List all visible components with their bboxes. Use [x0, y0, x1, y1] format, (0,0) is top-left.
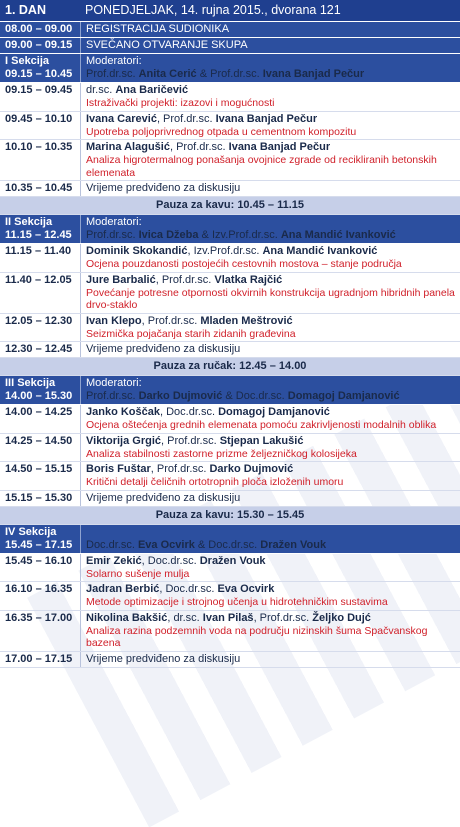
section-header-row [0, 54, 460, 83]
session-title: SVEČANO OTVARANJE SKUPA [80, 38, 460, 53]
section-time-cell [0, 525, 80, 553]
talk-row [0, 582, 460, 611]
plenary-row [0, 38, 460, 54]
section-name: I Sekcija [5, 55, 50, 67]
section-time-cell [0, 215, 80, 243]
talk-time: 15.45 – 16.10 [5, 554, 73, 567]
name-part: Prof.dr.sc. [86, 390, 139, 402]
talk-title: Ocjena oštećenja grednih elemenata pomoću zakrivljenosti modalnih oblika [86, 419, 437, 431]
talk-authors [86, 492, 456, 505]
talk-authors [86, 406, 456, 419]
talk-title: Metode optimizacije i strojnog učenja u hidrotehničkim sustavima [86, 596, 388, 608]
author-part: Mladen Meštrović [200, 314, 293, 327]
talk-content [80, 314, 460, 342]
moderator-names [86, 68, 456, 81]
section-header-row [0, 525, 460, 554]
author-part: Ana Baričević [115, 84, 189, 96]
pause-text: Pauza za kavu: 10.45 – 11.15 [156, 199, 304, 211]
name-part: Ivana Banjad Pečur [262, 68, 365, 80]
author-part: Viktorija Grgić [86, 434, 161, 447]
name-part: Dražen Vouk [260, 538, 327, 551]
name-part: Ana Mandić Ivanković [280, 229, 396, 241]
talk-authors [86, 141, 456, 154]
name-part: Darko Dujmović [138, 390, 223, 402]
talk-title: Analiza stabilnosti zastorne prizme željezničkog kolosijeka [86, 447, 357, 460]
talk-row [0, 140, 460, 181]
author-part: Jadran Berbić [86, 583, 160, 595]
talk-authors [86, 435, 456, 448]
section-name: II Sekcija [5, 216, 53, 228]
talk-row [0, 491, 460, 507]
author-part: dr.sc. [86, 84, 116, 96]
author-part: , Prof.dr.sc. [169, 141, 229, 153]
plenary-row [0, 22, 460, 38]
author-part: , Prof.dr.sc. [155, 273, 215, 286]
name-part: Prof.dr.sc. [86, 68, 139, 80]
talk-content [80, 273, 460, 313]
talk-title: Upotreba poljoprivrednog otpada u cementnom kompozitu [86, 125, 357, 138]
author-part: Ivana Banjad Pečur [228, 141, 331, 153]
author-part: Domagoj Damjanović [218, 406, 330, 418]
talk-row [0, 273, 460, 314]
talk-time: 11.40 – 12.05 [5, 273, 72, 286]
author-part: Ivan Klepo [86, 314, 142, 327]
talk-content [80, 405, 460, 433]
author-part: Vrijeme predviđeno za diskusiju [86, 182, 241, 194]
talk-title: Kritični detalji čeličnih ortotropnih ploča izloženih umoru [86, 476, 344, 488]
talk-title: Analiza higrotermalnog ponašanja ovojnice zgrade od recikliranih betonskih elemenata [86, 154, 437, 179]
section-moderators [80, 376, 460, 404]
author-part: Ivan Pilaš [202, 611, 254, 624]
talk-content [80, 434, 460, 462]
author-part: Eva Ocvirk [217, 583, 275, 595]
author-part: , Prof.dr.sc. [141, 314, 201, 327]
talk-content [80, 140, 460, 180]
moderator-names [86, 229, 456, 242]
talk-title: Analiza razina podzemnih voda na području nizinskih šuma Spačvanskog bazena [86, 624, 428, 649]
talk-authors [86, 583, 456, 596]
talk-row [0, 652, 460, 668]
name-part: & Doc.dr.sc. [222, 390, 288, 402]
section-moderators [80, 525, 460, 553]
author-part: Nikolina Bakšić [86, 611, 168, 624]
section-time: 11.15 – 12.45 [5, 229, 72, 241]
talk-time: 16.10 – 16.35 [5, 583, 73, 595]
talk-time: 15.15 – 15.30 [5, 491, 73, 504]
talk-authors [86, 84, 456, 97]
author-part: Vrijeme predviđeno za diskusiju [86, 343, 241, 355]
name-part: Anita Cerić [138, 68, 197, 80]
talk-content [80, 611, 460, 651]
day-number: 1. DAN [5, 3, 46, 17]
talk-time: 11.15 – 11.40 [5, 245, 72, 257]
talk-row [0, 314, 460, 343]
session-time: 08.00 – 09.00 [5, 23, 73, 35]
talk-title: Solarno sušenje mulja [86, 567, 190, 580]
talk-row [0, 83, 460, 112]
name-part: Domagoj Damjanović [287, 390, 400, 402]
talk-authors [86, 343, 456, 356]
talk-time: 10.35 – 10.45 [5, 182, 73, 194]
author-part: , Doc.dr.sc. [141, 554, 200, 567]
talk-content [80, 652, 460, 667]
name-part: Ivica Džeba [138, 229, 199, 241]
name-part: Eva Ocvirk [137, 538, 195, 551]
section-moderators [80, 215, 460, 243]
talk-authors [86, 463, 456, 476]
talk-content [80, 112, 460, 140]
name-part: & Prof.dr.sc. [196, 68, 263, 80]
moderators-label: Moderatori: [86, 377, 142, 389]
talk-row [0, 181, 460, 197]
talk-authors [86, 555, 456, 568]
author-part: Ana Mandić Ivanković [262, 245, 378, 257]
author-part: , dr.sc. [167, 611, 203, 624]
talk-time: 16.35 – 17.00 [5, 611, 73, 624]
author-part: Ivana Banjad Pečur [215, 112, 318, 125]
day-header [0, 0, 460, 22]
section-time: 15.45 – 17.15 [5, 538, 73, 551]
moderator-names [86, 539, 456, 552]
author-part: , Prof.dr.sc. [161, 434, 220, 447]
talk-authors [86, 612, 456, 625]
section-name: IV Sekcija [5, 525, 57, 538]
section-time-cell [0, 376, 80, 404]
day-title: PONEDJELJAK, 14. rujna 2015., dvorana 121 [85, 3, 341, 17]
author-part: , Izv.Prof.dr.sc. [187, 245, 263, 257]
session-title: REGISTRACIJA SUDIONIKA [80, 22, 460, 37]
author-part: , Doc.dr.sc. [159, 406, 219, 418]
author-part: Vlatka Rajčić [214, 273, 283, 286]
talk-authors [86, 245, 456, 258]
talk-row [0, 611, 460, 652]
talk-content [80, 181, 460, 196]
section-time-cell [0, 54, 80, 82]
author-part: Ivana Carević [86, 112, 157, 125]
session-time: 09.00 – 09.15 [5, 39, 73, 51]
talk-authors [86, 182, 456, 195]
moderators-label: Moderatori: [86, 55, 142, 67]
talk-time: 14.50 – 15.15 [5, 463, 73, 475]
author-part: Vrijeme predviđeno za diskusiju [86, 491, 241, 504]
talk-content [80, 554, 460, 582]
moderators-label: Moderatori: [86, 216, 142, 228]
talk-time: 14.25 – 14.50 [5, 434, 73, 447]
talk-time: 14.00 – 14.25 [5, 406, 73, 418]
name-part: Prof.dr.sc. [86, 229, 139, 241]
author-part: Stjepan Lakušić [219, 434, 304, 447]
name-part: & Doc.dr.sc. [194, 538, 261, 551]
author-part: , Prof.dr.sc. [156, 112, 216, 125]
pause-row [0, 197, 460, 215]
author-part: , Doc.dr.sc. [159, 583, 218, 595]
talk-row [0, 434, 460, 463]
author-part: Jure Barbalić [86, 273, 156, 286]
name-part: & Izv.Prof.dr.sc. [198, 229, 281, 241]
author-part: Boris Fuštar [86, 463, 151, 475]
talk-row [0, 405, 460, 434]
pause-text: Pauza za kavu: 15.30 – 15.45 [155, 508, 305, 521]
talk-content [80, 342, 460, 357]
section-header-row [0, 376, 460, 405]
talk-content [80, 582, 460, 610]
pause-row [0, 507, 460, 525]
talk-title: Povećanje potresne otpornosti okvirnih konstrukcija ugradnjom hibridnih panela drvo-staklo [86, 286, 455, 311]
talk-authors [86, 653, 456, 666]
talk-row [0, 462, 460, 491]
author-part: Željko Dujć [312, 611, 371, 624]
talk-time: 09.45 – 10.10 [5, 112, 73, 125]
talk-time: 10.10 – 10.35 [5, 141, 73, 153]
talk-authors [86, 274, 456, 287]
author-part: Dominik Skokandić [86, 245, 188, 257]
talk-row [0, 112, 460, 141]
talk-time: 09.15 – 09.45 [5, 84, 73, 96]
talk-title: Istraživački projekti: izazovi i mogućnosti [86, 97, 275, 109]
pause-row [0, 358, 460, 376]
talk-title: Seizmička pojačanja starih zidanih građevina [86, 327, 296, 340]
author-part: Vrijeme predviđeno za diskusiju [86, 652, 241, 665]
talk-authors [86, 113, 456, 126]
section-moderators [80, 54, 460, 82]
talk-row [0, 244, 460, 273]
talk-content [80, 244, 460, 272]
author-part: Dražen Vouk [199, 554, 266, 567]
talk-time: 12.05 – 12.30 [5, 314, 73, 327]
talk-content [80, 491, 460, 506]
talk-time: 17.00 – 17.15 [5, 652, 73, 665]
talk-authors [86, 315, 456, 328]
section-header-row [0, 215, 460, 244]
talk-title: Ocjena pouzdanosti postojećih cestovnih mostova – stanje područja [86, 258, 402, 270]
author-part: Marina Alagušić [86, 141, 170, 153]
talk-row [0, 554, 460, 583]
section-name: III Sekcija [5, 377, 56, 389]
talk-content [80, 83, 460, 111]
author-part: Emir Zekić [86, 554, 142, 567]
author-part: Darko Dujmović [209, 463, 294, 475]
name-part: Doc.dr.sc. [86, 538, 138, 551]
section-time: 14.00 – 15.30 [5, 390, 73, 402]
talk-content [80, 462, 460, 490]
pause-text: Pauza za ručak: 12.45 – 14.00 [153, 360, 307, 372]
moderator-names [86, 390, 456, 403]
talk-time: 12.30 – 12.45 [5, 343, 73, 355]
author-part: , Prof.dr.sc. [253, 611, 313, 624]
author-part: , Prof.dr.sc. [150, 463, 210, 475]
author-part: Janko Koščak [86, 406, 160, 418]
talk-row [0, 342, 460, 358]
section-time: 09.15 – 10.45 [5, 68, 73, 80]
